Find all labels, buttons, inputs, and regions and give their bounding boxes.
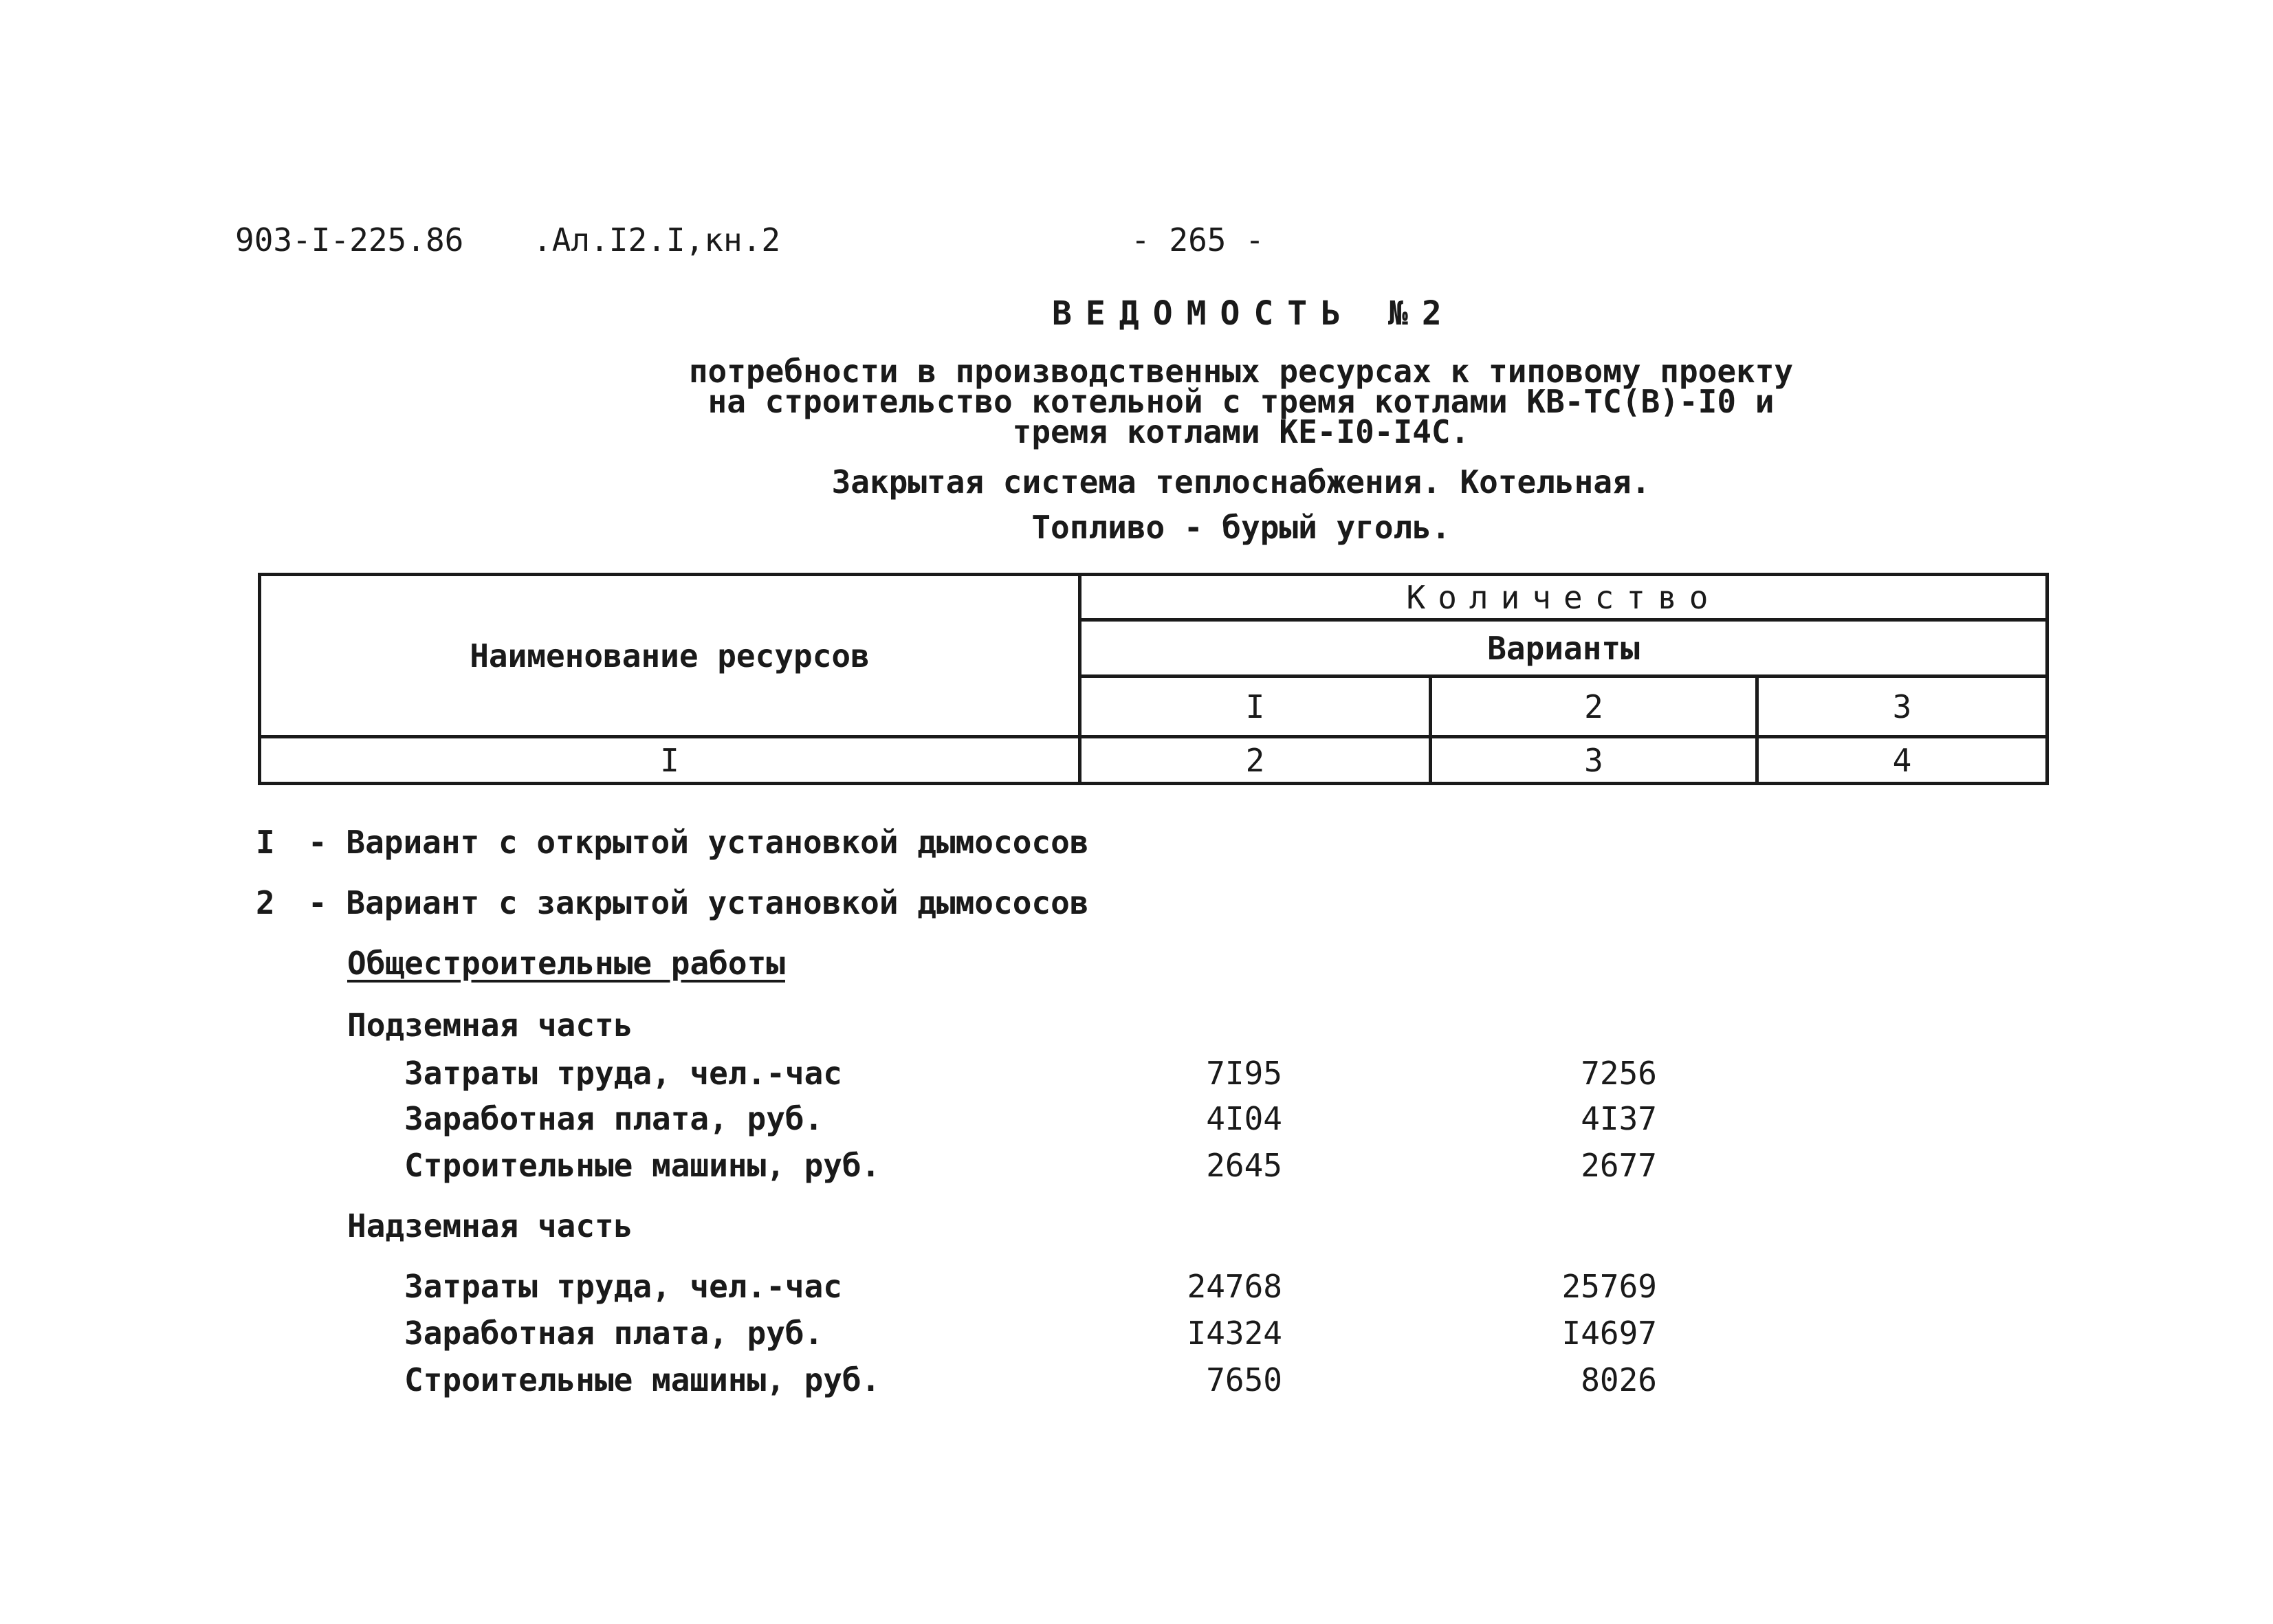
column-number-3: 3 <box>1431 737 1757 784</box>
row-label: Строительные машины, руб. <box>404 1361 881 1398</box>
page-number: - 265 - <box>1131 221 1264 259</box>
variant-number-3: 3 <box>1757 677 2047 737</box>
row-label: Затраты труда, чел.-час <box>404 1055 842 1092</box>
note-2-number: 2 <box>256 884 275 921</box>
subtitle-line-2: на строительство котельной с тремя котлами КВ-ТС(В)-I0 и <box>707 383 1775 420</box>
column-number-1: I <box>260 737 1080 784</box>
row-value-variant-1: 2645 <box>1206 1147 1282 1184</box>
variant-number-1: I <box>1080 677 1431 737</box>
row-value-variant-1: 4I04 <box>1206 1100 1282 1137</box>
document-code: 903-I-225.86 <box>235 221 464 259</box>
row-value-variant-2: 4I37 <box>1581 1100 1657 1137</box>
variant-number-2: 2 <box>1431 677 1757 737</box>
section-title: Общестроительные работы <box>347 945 785 982</box>
row-value-variant-2: 25769 <box>1561 1268 1657 1305</box>
album-reference: .Ал.I2.I,кн.2 <box>533 221 781 259</box>
row-value-variant-2: 8026 <box>1581 1361 1657 1398</box>
document-title: ВЕДОМОСТЬ №2 <box>1052 294 1456 333</box>
col-name-header: Наименование ресурсов <box>260 575 1080 737</box>
row-value-variant-1: 7650 <box>1206 1361 1282 1398</box>
subtitle-line-3: тремя котлами КЕ-I0-I4С. <box>1012 413 1470 450</box>
note-1-text: - Вариант с открытой установкой дымососов <box>308 824 1089 861</box>
row-label: Заработная плата, руб. <box>404 1315 824 1352</box>
row-value-variant-1: 7I95 <box>1206 1055 1282 1092</box>
fuel-line: Топливо - бурый уголь. <box>1031 509 1451 546</box>
group-title-underground: Подземная часть <box>347 1007 633 1044</box>
system-line: Закрытая система теплоснабжения. Котельная. <box>831 463 1651 501</box>
row-label: Строительные машины, руб. <box>404 1147 881 1184</box>
row-label: Заработная плата, руб. <box>404 1100 824 1137</box>
row-label: Затраты труда, чел.-час <box>404 1268 842 1305</box>
note-2-text: - Вариант с закрытой установкой дымососов <box>308 884 1089 921</box>
row-value-variant-2: I4697 <box>1561 1315 1657 1352</box>
group-title-aboveground: Надземная часть <box>347 1207 633 1244</box>
row-value-variant-2: 7256 <box>1581 1055 1657 1092</box>
quantity-header: Количество <box>1080 575 2047 620</box>
resources-table-header <box>258 573 2049 785</box>
note-1-number: I <box>256 824 275 861</box>
row-value-variant-1: 24768 <box>1187 1268 1282 1305</box>
subtitle-line-1: потребности в производственных ресурсах к типовому проекту <box>688 353 1794 390</box>
column-number-4: 4 <box>1757 737 2047 784</box>
row-value-variant-2: 2677 <box>1581 1147 1657 1184</box>
row-value-variant-1: I4324 <box>1187 1315 1282 1352</box>
column-number-2: 2 <box>1080 737 1431 784</box>
variants-header: Варианты <box>1080 620 2047 677</box>
